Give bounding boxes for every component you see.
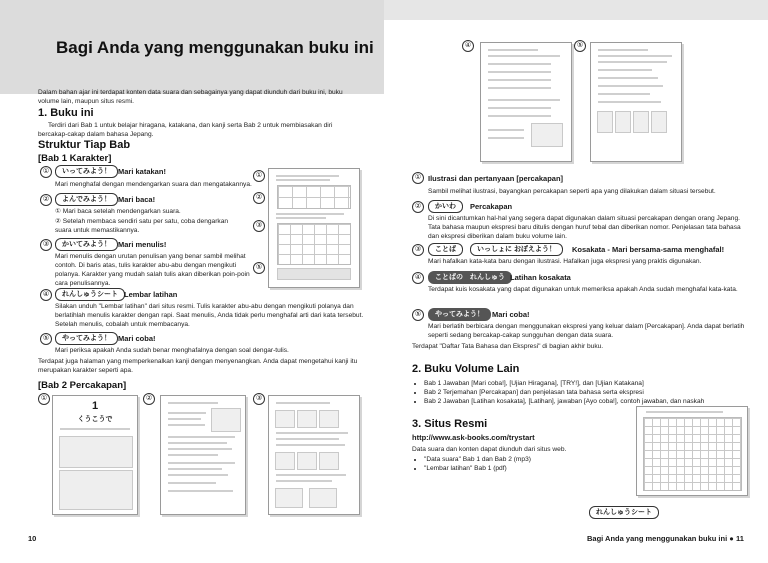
- item-number: ④: [412, 272, 424, 284]
- callout-number: ③: [253, 393, 265, 405]
- mode-pill: いってみよう！: [55, 165, 118, 178]
- item-number: ④: [40, 289, 52, 301]
- item-label: Percakapan: [470, 202, 513, 211]
- item-number: ②: [40, 194, 52, 206]
- chapter-title: くうこうで: [77, 416, 113, 423]
- practice-sheet-thumbnail: [636, 406, 748, 496]
- item-number: ⑤: [40, 333, 52, 345]
- bab2-conversation-thumbnail: [160, 395, 246, 515]
- mode-pill: かいてみよう！: [55, 238, 118, 251]
- mode-pill: ことば: [428, 243, 463, 256]
- item-desc: ② Setelah membaca sendiri satu per satu, coba dengarkan suara untuk memastikannya.: [55, 218, 229, 234]
- bab2-try-thumbnail: [590, 42, 682, 162]
- item-label: Mari baca!: [118, 195, 156, 204]
- top-bar: [384, 0, 768, 20]
- item-desc: Mari menghafal dengan mendengarkan suara dan mengatakannya.: [55, 181, 252, 188]
- item-number: ②: [412, 201, 424, 213]
- item-desc: Sambil melihat ilustrasi, bayangkan percakapan seperti apa yang dilakukan dalam situasi tersebut.: [428, 188, 716, 195]
- page-number-right: 11: [736, 534, 744, 543]
- section1-desc: Terdiri dari Bab 1 untuk belajar hiragana, katakana, dan kanji serta Bab 2 untuk membiasakan diri bercakap-cakap dalam bahasa Jepang.: [38, 122, 333, 138]
- section3-list: [414, 455, 624, 473]
- mode-pill: いっしょに おぼえよう！: [470, 243, 563, 256]
- callout-number: ⑤: [253, 262, 265, 274]
- bab2-title: [Bab 2 Percakapan]: [38, 380, 127, 391]
- list-item: • "Lembar latihan" Bab 1 (pdf): [424, 464, 624, 473]
- item-label: Lembar latihan: [124, 290, 178, 299]
- running-footer: Bagi Anda yang menggunakan buku ini ●: [587, 534, 734, 543]
- item-number: ⑤: [412, 309, 424, 321]
- bab2-vocab-practice-thumbnail: [480, 42, 572, 162]
- list-item: • Bab 2 Terjemahan [Percakapan] dan penjelasan tata bahasa serta ekspresi: [424, 388, 754, 397]
- page-number-left: 10: [28, 534, 37, 543]
- item-number: ①: [40, 166, 52, 178]
- item-number: ①: [412, 172, 424, 184]
- callout-number: ⑤: [574, 40, 586, 52]
- list-item: • Bab 2 Jawaban [Latihan kosakata], [Latihan], jawaban [Ayo coba!], contoh jawaban, dan naskah: [424, 397, 754, 406]
- bab2-illustration-thumbnail: [52, 395, 138, 515]
- item-label: Kosakata - Mari bersama-sama menghafal!: [572, 245, 725, 254]
- item-label: Ilustrasi dan pertanyaan [percakapan]: [428, 174, 564, 183]
- intro-text: Dalam bahan ajar ini terdapat konten data suara dan sebagainya yang dapat diunduh dari buku ini, buku volume lain, maupun situs resmi.: [38, 89, 343, 105]
- site-url-link[interactable]: http://www.ask-books.com/trystart: [412, 433, 535, 442]
- bab1-note: Terdapat juga halaman yang memperkenalkan kanji dengan menyenangkan. Anda dapat mengetahui kanji itu merupakan karakter seperti apa.: [38, 358, 358, 374]
- item-label: Mari menulis!: [118, 240, 167, 249]
- callout-number: ②: [253, 192, 265, 204]
- list-item: • Bab 1 Jawaban [Mari coba!], [Ujian Hiragana], [TRY!], dan [Ujian Katakana]: [424, 379, 754, 388]
- item-desc: Silakan unduh "Lembar latihan" dari situs resmi. Tulis karakter abu-abu dengan mengikuti polanya dan berlatihlah menulis karakter dengan rapi. Saat menulis, Anda tidak perlu menghafal arti dari kata tersebut. Setelah menulis, cobalah untuk membacanya.: [55, 303, 364, 328]
- item-label: Latihan kosakata: [510, 273, 571, 282]
- page-title: Bagi Anda yang menggunakan buku ini: [56, 38, 374, 57]
- mode-pill: やってみよう！: [55, 332, 118, 345]
- right-page: [384, 0, 768, 563]
- item-label: Mari katakan!: [118, 167, 166, 176]
- section3-desc: Data suara dan konten dapat diunduh dari situs web.: [412, 446, 567, 453]
- item-desc: Mari hafalkan kata-kata baru dengan ilustrasi. Hafalkan juga ekspresi yang praktis digunakan.: [428, 258, 702, 265]
- item-desc: Mari periksa apakah Anda sudah benar menghafalnya dengan soal dengar-tulis.: [55, 347, 289, 354]
- title-banner: [0, 0, 384, 94]
- callout-number: ③: [253, 220, 265, 232]
- bab1-page-thumbnail: [268, 168, 360, 288]
- callout-number: ①: [253, 170, 265, 182]
- bab2-vocabulary-thumbnail: [268, 395, 360, 515]
- practice-sheet-pill: れんしゅうシート: [589, 506, 659, 519]
- section1-title: 1. Buku ini: [38, 107, 94, 119]
- callout-number: ②: [143, 393, 155, 405]
- item-label: Mari coba!: [118, 334, 156, 343]
- mode-pill: れんしゅうシート: [55, 288, 125, 301]
- bab1-title: [Bab 1 Karakter]: [38, 153, 112, 164]
- list-item: • "Data suara" Bab 1 dan Bab 2 (mp3): [424, 455, 624, 464]
- item-desc: Mari menulis dengan urutan penulisan yang benar sambil melihat contoh. Di baris atas, tulis karakter abu-abu dengan mengikuti polanya. Karakter yang mudah salah tulis akan diberikan poin-poin cara penulisannya.: [55, 253, 250, 287]
- item-desc: Mari berlatih berbicara dengan menggunakan ekspresi yang keluar dalam [Percakapan]. Anda dapat berlatih seperti sedang bercakap-cakap sungguhan dengan data suara.: [428, 323, 745, 339]
- section2-list: [414, 379, 754, 406]
- callout-number: ④: [462, 40, 474, 52]
- item-desc: Di sini dicantumkan hal-hal yang segera dapat digunakan dalam situasi percakapan dengan orang Jepang. Tata bahasa maupun ekspresi baru ditulis dengan huruf tebal dan diberikan nomor. Penjelasan tata bahasa dan ekspresi diberikan dalam buku volume lain.: [428, 215, 741, 240]
- item-desc: Terdapat kuis kosakata yang dapat digunakan untuk memeriksa apakah Anda sudah menghafal kata-kata.: [428, 286, 738, 293]
- structure-title: Struktur Tiap Bab: [38, 139, 131, 151]
- chapter-number: 1: [91, 400, 99, 412]
- section3-title: 3. Situs Resmi: [412, 418, 488, 430]
- item-number: ③: [412, 244, 424, 256]
- mode-pill: ことばの れんしゅう: [428, 271, 512, 284]
- section2-title: 2. Buku Volume Lain: [412, 363, 520, 375]
- callout-number: ①: [38, 393, 50, 405]
- bab2-note: Terdapat "Daftar Tata Bahasa dan Ekspresi" di bagian akhir buku.: [412, 343, 604, 350]
- item-label: Mari coba!: [492, 310, 530, 319]
- mode-pill: かいわ: [428, 200, 463, 213]
- mode-pill: やってみよう！: [428, 308, 491, 321]
- mode-pill: よんでみよう！: [55, 193, 118, 206]
- item-desc: ① Mari baca setelah mendengarkan suara.: [55, 208, 181, 215]
- item-number: ③: [40, 239, 52, 251]
